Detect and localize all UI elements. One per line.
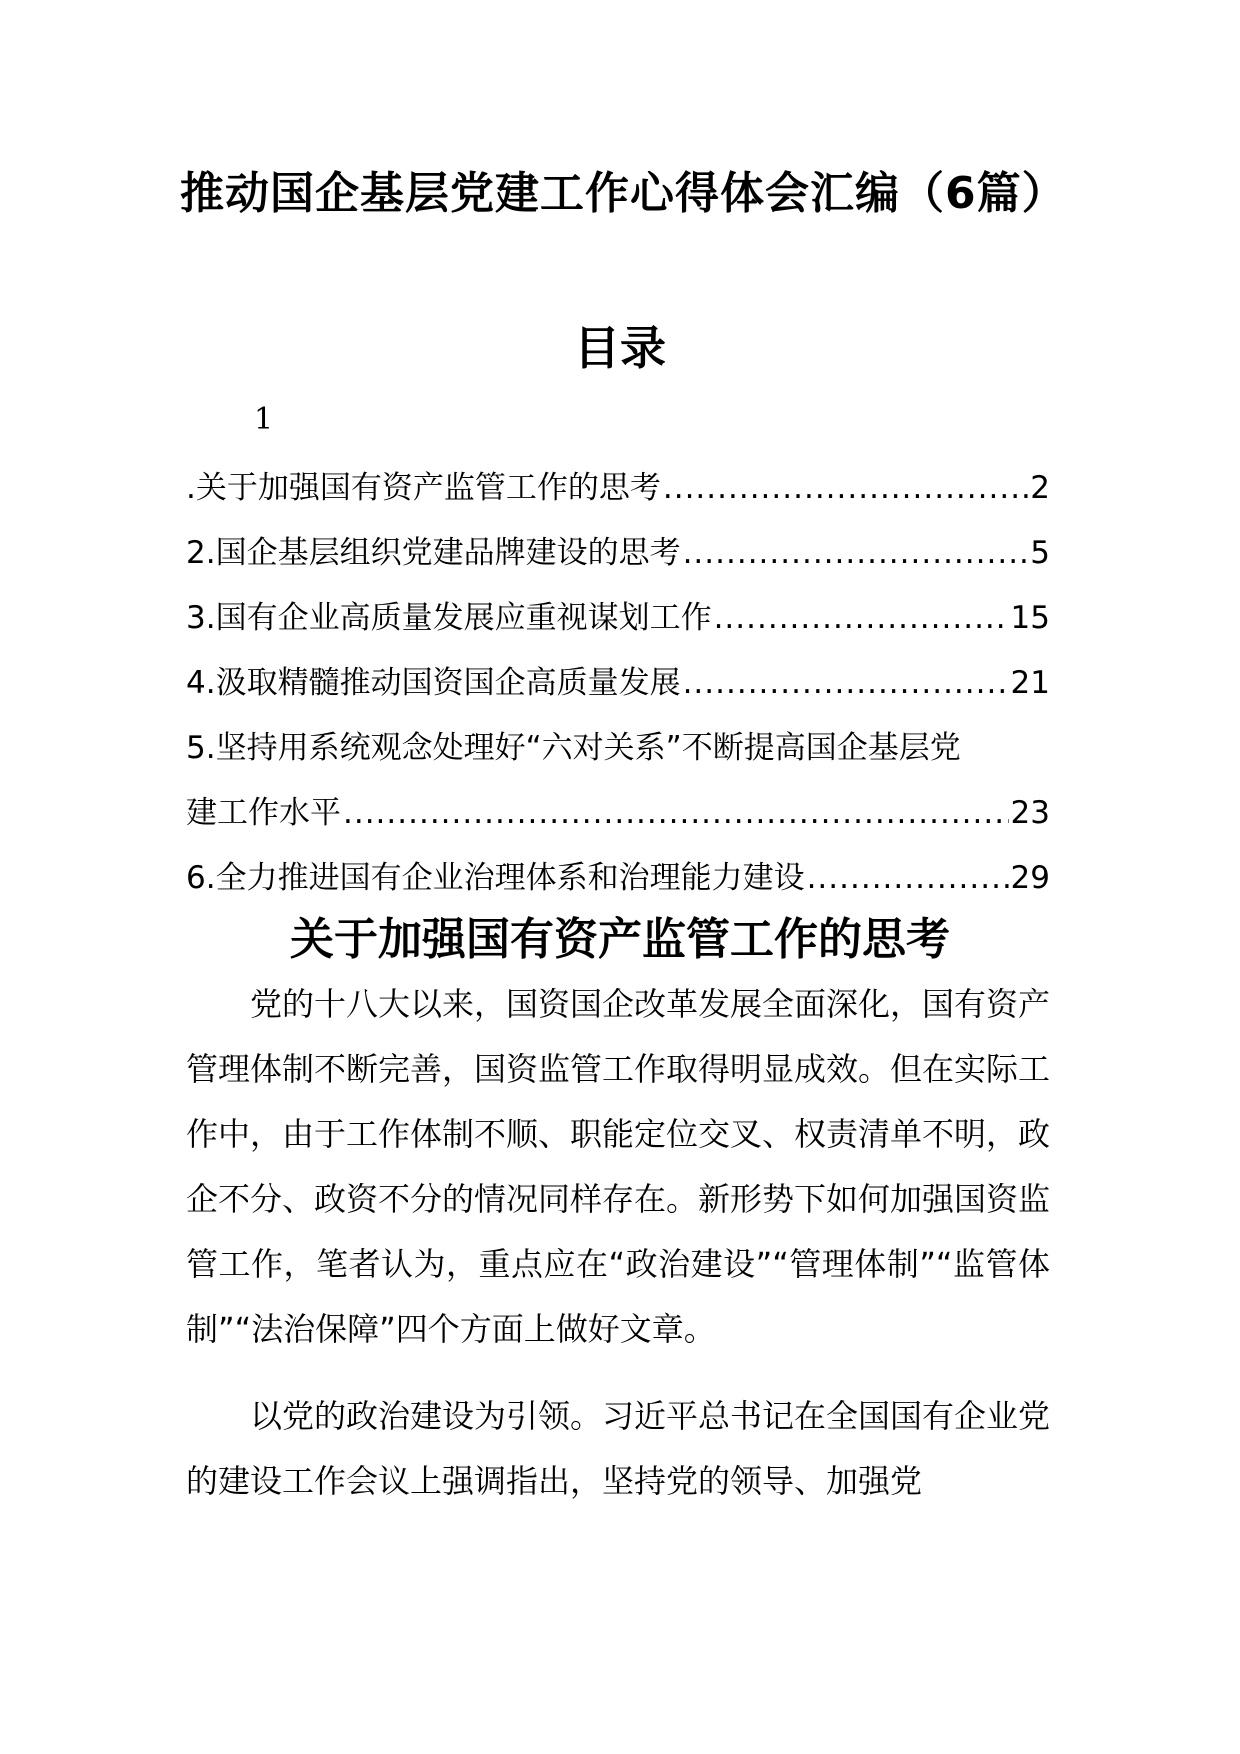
body-paragraph: 党的十八大以来，国资国企改革发展全面深化，国有资产管理体制不断完善，国资监管工作取得明显成效。但在实际工作中，由于工作体制不顺、职能定位交叉、权责清单不明，政企不分、政资不分的情况同样存在。新形势下如何加强国资监管工作，笔者认为，重点应在“政治建设”“管理体制”“监管体制”“法治保障”四个方面上做好文章。 xyxy=(186,985,1051,1348)
toc-entry-line xyxy=(186,781,1050,846)
toc-entry-page: 15 xyxy=(1010,600,1050,636)
toc-leader-dots xyxy=(683,651,1009,716)
toc-entry-page: 5 xyxy=(1030,535,1050,571)
toc-leader-dots xyxy=(683,521,1029,586)
toc-entry-2[interactable] xyxy=(186,521,1050,586)
section-body xyxy=(186,972,1050,1536)
toc-leader-dots xyxy=(807,846,1009,911)
toc-leader-dots xyxy=(343,781,1009,846)
toc-entry-5[interactable] xyxy=(186,716,1050,846)
toc-entry-title: 3.国有企业高质量发展应重视谋划工作 xyxy=(186,600,712,636)
toc-entry-page: 23 xyxy=(1010,795,1050,831)
toc-entry-page: 29 xyxy=(1010,860,1050,896)
toc-entry-title: 4.汲取精髓推动国资国企高质量发展 xyxy=(186,665,681,701)
body-paragraph: 以党的政治建设为引领。习近平总书记在全国国有企业党的建设工作会议上强调指出，坚持党的领导、加强党 xyxy=(186,1397,1051,1500)
toc-entry-title-line1: 5.坚持用系统观念处理好“六对关系”不断提高国企基层党 xyxy=(186,730,961,766)
toc-entry-title: .关于加强国有资产监管工作的思考 xyxy=(186,470,661,506)
page-marker: 1 xyxy=(254,402,274,437)
toc-entry-1[interactable] xyxy=(186,456,1050,521)
toc-entry-title: 6.全力推进国有企业治理体系和治理能力建设 xyxy=(186,860,805,896)
toc-entry-3[interactable] xyxy=(186,586,1050,651)
toc-entry-line xyxy=(186,716,1050,781)
toc-leader-dots xyxy=(663,456,1028,521)
toc-heading: 目录 xyxy=(574,321,666,375)
table-of-contents xyxy=(186,456,1050,911)
toc-entry-page: 2 xyxy=(1030,470,1050,506)
toc-entry-4[interactable] xyxy=(186,651,1050,716)
document-title: 推动国企基层党建工作心得体会汇编（6篇） xyxy=(180,168,1067,219)
toc-entry-title: 2.国企基层组织党建品牌建设的思考 xyxy=(186,535,681,571)
section-title: 关于加强国有资产监管工作的思考 xyxy=(290,914,950,965)
toc-entry-6[interactable] xyxy=(186,846,1050,911)
toc-entry-page: 21 xyxy=(1010,665,1050,701)
toc-leader-dots xyxy=(714,586,1009,651)
toc-entry-title-line2: 建工作水平 xyxy=(186,795,341,831)
